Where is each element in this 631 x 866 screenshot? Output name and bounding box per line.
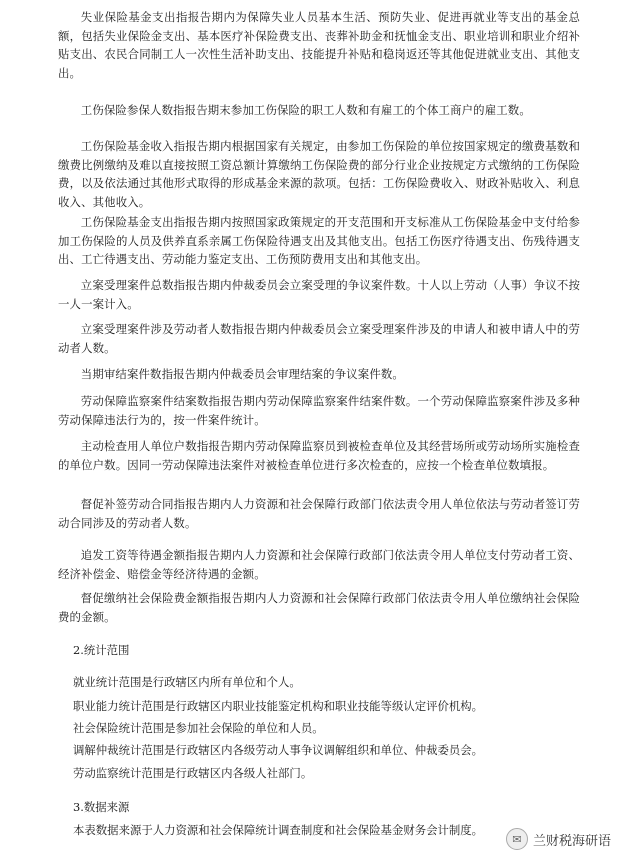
para-injury-insured-count: 工伤保险参保人数指报告期末参加工伤保险的职工人数和有雇工的个体工商户的雇工数。 — [80, 103, 531, 117]
para-labor-contracts: 督促补签劳动合同指报告期内人力资源和社会保障行政部门依法责令用人单位依法与劳动者签订劳动合同涉及的劳动者人数。 — [58, 497, 580, 530]
section2-item-social-insurance: 社会保险统计范围是参加社会保险的单位和人员。 — [73, 721, 324, 735]
para-social-insurance-payment: 督促缴纳社会保险费金额指报告期内人力资源和社会保障行政部门依法责令用人单位缴纳社会保险费的金额。 — [58, 591, 580, 624]
para-cases-workers: 立案受理案件涉及劳动者人数指报告期内仲裁委员会立案受理案件涉及的申请人和被申请人中的劳动者人数。 — [58, 322, 580, 355]
para-cases-accepted: 立案受理案件总数指报告期内仲裁委员会立案受理的争议案件数。十人以上劳动（人事）争议不按一人一案计入。 — [58, 278, 580, 311]
section2-item-arbitration: 调解仲裁统计范围是行政辖区内各级劳动人事争议调解组织和单位、仲裁委员会。 — [73, 743, 484, 757]
section3-text: 本表数据来源于人力资源和社会保障统计调查制度和社会保险基金财务会计制度。 — [73, 823, 484, 837]
section2-item-inspection: 劳动监察统计范围是行政辖区内各级人社部门。 — [73, 766, 313, 780]
para-injury-fund-expenditure: 工伤保险基金支出指报告期内按照国家政策规定的开支范围和开支标准从工伤保险基金中支付给参加工伤保险的人员及供养直系亲属工伤保险待遇支出及其他支出。包括工伤医疗待遇支出、伤残待遇支出、工亡待遇支出、劳动能力鉴定支出、工伤预防费用支出和其他支出。 — [58, 215, 580, 266]
para-injury-fund-income: 工伤保险基金收入指报告期内根据国家有关规定，由参加工伤保险的单位按国家规定的缴费基数和缴费比例缴纳及难以直接按照工资总额计算缴纳工伤保险费的部分行业企业按规定方式缴纳的工伤保险费，以及依法通过其他形式取得的形成基金来源的款项。包括：工伤保险费收入、财政补贴收入、利息收入、其他收入。 — [58, 139, 580, 209]
para-inspected-units: 主动检查用人单位户数指报告期内劳动保障监察员到被检查单位及其经营场所或劳动场所实施检查的单位户数。因同一劳动保障违法案件对被检查单位进行多次检查的，应按一个检查单位数填报。 — [58, 439, 580, 472]
watermark-text: 兰财税海研语 — [532, 833, 611, 849]
para-unemployment-fund-expenditure: 失业保险基金支出指报告期内为保障失业人员基本生活、预防失业、促进再就业等支出的基金总额，包括失业保险金支出、基本医疗补保险费支出、丧葬补助金和抚恤金支出、职业培训和职业介绍补贴支出、农民合同制工人一次性生活补助支出、技能提升补贴和稳岗返还等其他促进就业支出、其他支出。 — [58, 10, 580, 80]
watermark — [506, 828, 611, 850]
wechat-icon: ✉ — [506, 828, 528, 850]
section2-item-vocational: 职业能力统计范围是行政辖区内职业技能鉴定机构和职业技能等级认定评价机构。 — [73, 699, 484, 713]
para-wage-recovery: 追发工资等待遇金额指报告期内人力资源和社会保障行政部门依法责令用人单位支付劳动者工资、经济补偿金、赔偿金等经济待遇的金额。 — [58, 548, 580, 581]
para-inspection-cases-closed: 劳动保障监察案件结案数指报告期内劳动保障监察案件结案件数。一个劳动保障监察案件涉及多种劳动保障违法行为的，按一件案件统计。 — [58, 394, 580, 427]
section2-heading: 2.统计范围 — [73, 643, 130, 657]
para-cases-closed: 当期审结案件数指报告期内仲裁委员会审理结案的争议案件数。 — [80, 367, 404, 381]
section3-heading: 3.数据来源 — [73, 800, 130, 814]
section2-item-employment: 就业统计范围是行政辖区内所有单位和个人。 — [73, 675, 301, 689]
